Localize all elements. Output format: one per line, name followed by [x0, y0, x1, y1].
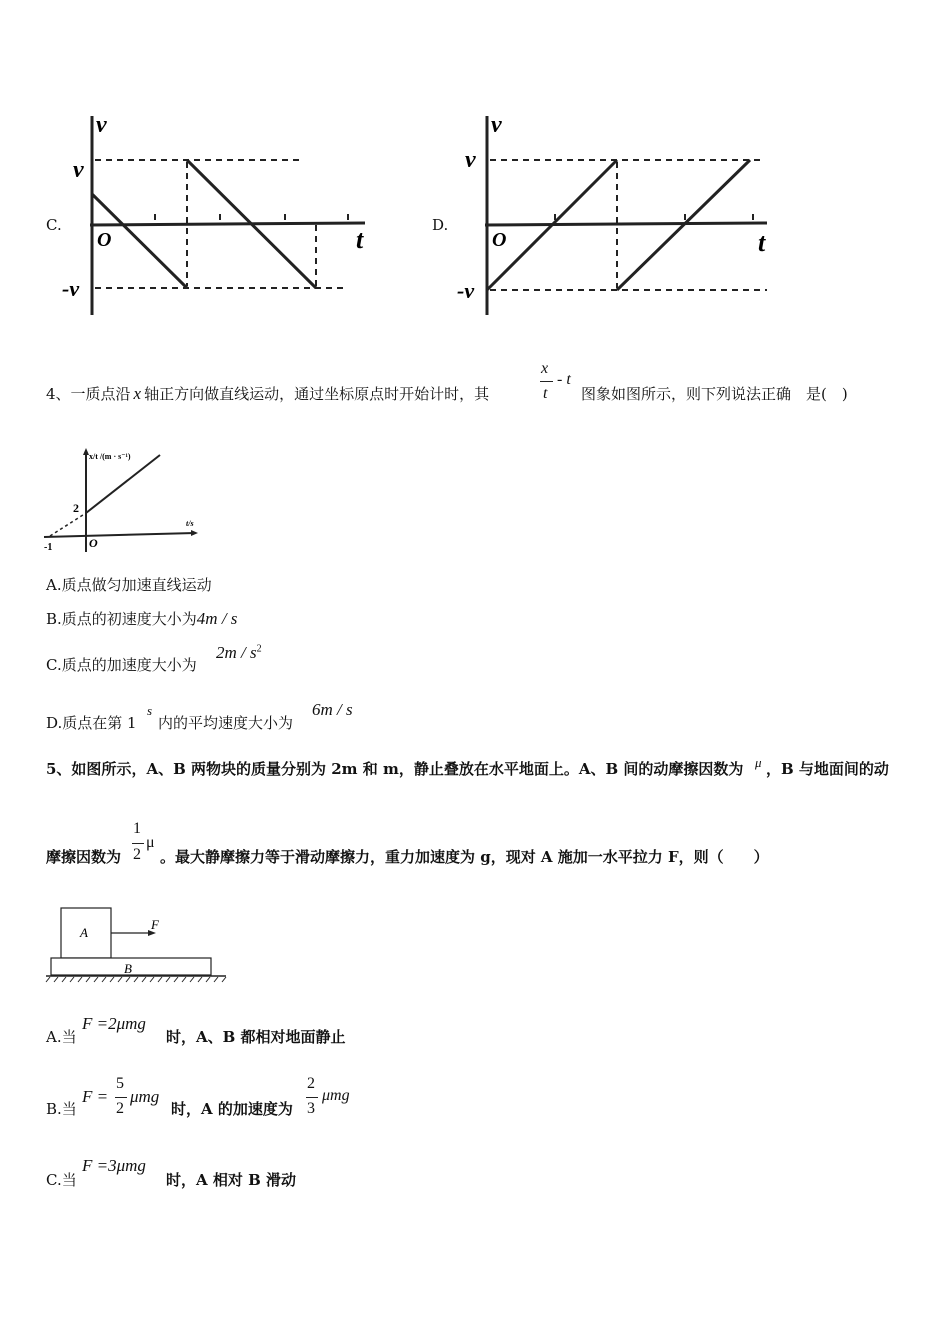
- q4-stem: 4、一质点沿 x 轴正方向做直线运动，通过坐标原点时开始计时，其: [46, 384, 490, 403]
- q4-graph-x-axis: [44, 533, 195, 537]
- q5-option-b-f: F =: [82, 1087, 109, 1106]
- q5-stem-line1-end: ，B 与地面间的动: [766, 760, 889, 778]
- q5-option-b-bar: [115, 1097, 127, 1098]
- q5-mu: μ: [755, 755, 762, 770]
- q4-option-d-s: s: [147, 703, 153, 718]
- q4-option-b: B.质点的初速度大小为4m / s: [46, 609, 238, 628]
- q4-option-d: D.质点在第 1: [46, 714, 137, 732]
- q5-option-b-bar2: [306, 1097, 318, 1098]
- q5-option-c-math: F =3μmg: [82, 1156, 146, 1175]
- q4-graph-line: [86, 455, 160, 513]
- q5-stem-line2-start: 摩擦因数为: [46, 848, 122, 866]
- q4-frac-bar: [540, 381, 553, 382]
- q5-option-b-mumg2: μmg: [322, 1087, 350, 1104]
- graph-c-origin: O: [97, 229, 112, 251]
- q5-option-a: A.当: [46, 1028, 77, 1046]
- q5-option-a-math: F =2μmg: [82, 1014, 146, 1033]
- q4-option-c: C.质点的加速度大小为: [46, 656, 197, 674]
- graph-d-t-axis: [485, 223, 767, 225]
- q4-graph-intercept-y: 2: [73, 501, 79, 515]
- graph-d: [455, 110, 780, 325]
- q4-graph-origin: O: [89, 536, 98, 550]
- q5-option-b-num: 5: [116, 1075, 124, 1092]
- q5-stem-line2-end: 。最大静摩擦力等于滑动摩擦力，重力加速度为 g，现对 A 施加一水平拉力 F，则（ ）: [160, 848, 769, 866]
- graph-c-t-label: t: [356, 225, 364, 254]
- q5-option-b: B.当: [46, 1100, 77, 1118]
- option-d-label: D.: [432, 216, 449, 234]
- q5-option-b-num2: 2: [307, 1075, 315, 1092]
- q4-graph-x-label: t/s: [186, 519, 194, 528]
- q4-dash-t: - t: [557, 371, 571, 388]
- q5-option-b-mumg: μmg: [130, 1087, 160, 1106]
- graph-c-neg-label: -v: [62, 276, 80, 301]
- q4-frac-num: x: [541, 360, 549, 377]
- q5-label-f: F: [151, 917, 159, 932]
- q5-half-num: 1: [133, 820, 141, 837]
- q5-option-a-end: 时，A、B 都相对地面静止: [166, 1028, 346, 1046]
- q4-frac-den: t: [543, 385, 548, 402]
- q5-half-bar: [132, 843, 144, 844]
- q4-option-c-value: $2m / s^2$: [216, 643, 262, 662]
- q5-option-b-den: 2: [116, 1100, 124, 1117]
- q4-graph: [40, 440, 210, 555]
- q5-half-den: 2: [133, 846, 141, 863]
- option-c-label: C.: [46, 216, 62, 234]
- q5-label-b: B: [124, 961, 132, 976]
- q4-var-x: x: [133, 384, 142, 403]
- q4-graph-intercept-x: -1: [44, 542, 53, 553]
- q4-option-d-value: 6m / s: [312, 700, 353, 719]
- graph-c: [60, 110, 380, 325]
- q4-option-a: A.质点做匀加速直线运动: [46, 576, 212, 594]
- q4-option-d-text2: 内的平均速度大小为: [158, 714, 294, 732]
- q4-graph-y-label: x/t /(m · s⁻¹): [89, 452, 131, 461]
- graph-c-pos-label: v: [73, 157, 84, 183]
- graph-c-v-label: v: [96, 112, 107, 138]
- graph-c-t-axis: [90, 223, 365, 225]
- q5-option-c-end: 时，A 相对 B 滑动: [166, 1171, 296, 1189]
- q5-option-b-mid: 时，A 的加速度为: [171, 1100, 293, 1118]
- q5-option-c: C.当: [46, 1171, 77, 1189]
- graph-d-neg-label: -v: [457, 278, 475, 303]
- graph-d-v-label: v: [491, 112, 502, 138]
- q5-stem-line1: 5、如图所示，A、B 两物块的质量分别为 2m 和 m，静止叠放在水平地面上。A、B 间的动摩擦因数为: [46, 760, 744, 778]
- q4-stem-end: 图象如图所示，则下列说法正确 是( ): [581, 385, 848, 403]
- q5-option-b-den2: 3: [307, 1100, 315, 1117]
- graph-d-t-label: t: [758, 228, 766, 257]
- q4-graph-dashed-extension: [50, 513, 86, 536]
- graph-d-origin: O: [492, 229, 507, 251]
- graph-d-pos-label: v: [465, 147, 476, 173]
- q5-half-mu: μ: [146, 834, 155, 851]
- q5-label-a: A: [80, 925, 88, 940]
- q5-figure: [44, 905, 229, 985]
